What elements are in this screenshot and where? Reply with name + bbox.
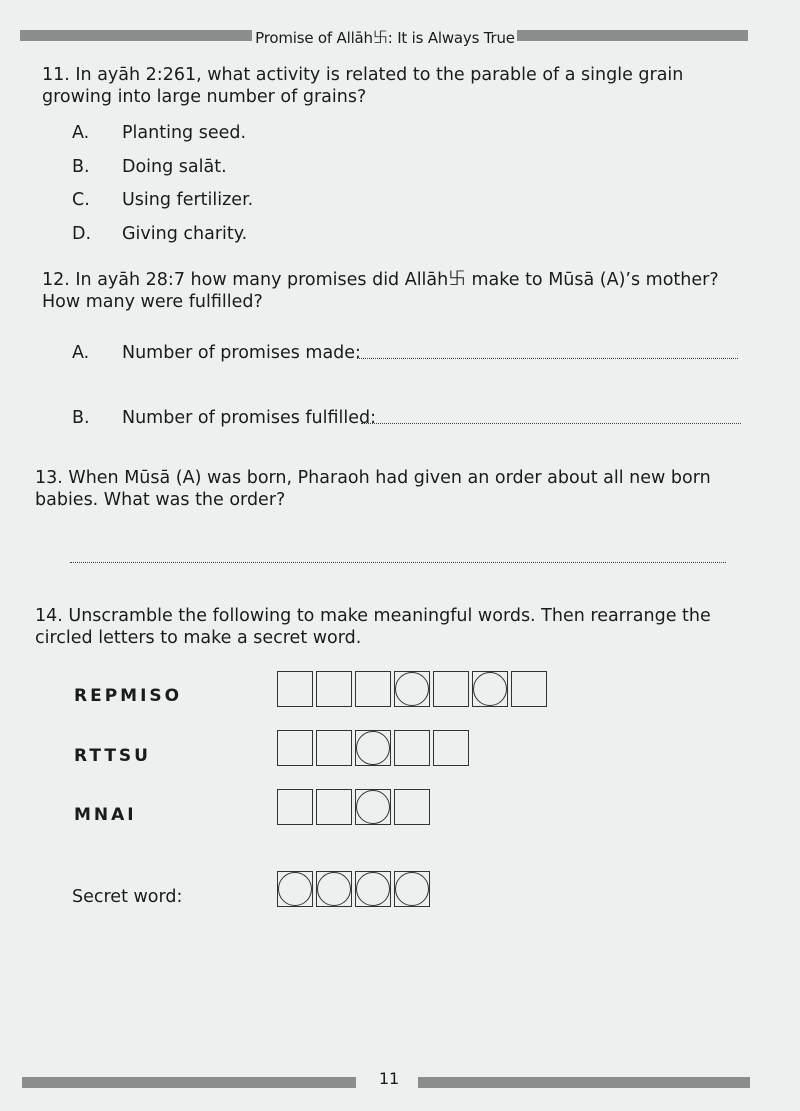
q11-option-c-text: Using fertilizer. xyxy=(122,190,254,210)
q11-option-d-letter: D. xyxy=(72,224,92,244)
scramble-boxes-1 xyxy=(277,671,550,707)
letter-box[interactable] xyxy=(433,671,469,707)
circled-letter-box[interactable] xyxy=(394,671,430,707)
circled-letter-box[interactable] xyxy=(277,871,313,907)
footer-bar-right xyxy=(418,1077,750,1088)
scramble-boxes-3 xyxy=(277,789,433,825)
q11-option-b-text: Doing salāt. xyxy=(122,157,227,177)
circled-letter-box[interactable] xyxy=(355,789,391,825)
page-number: 11 xyxy=(378,1069,400,1088)
letter-box[interactable] xyxy=(394,789,430,825)
letter-box[interactable] xyxy=(394,730,430,766)
letter-box[interactable] xyxy=(316,730,352,766)
q12-option-a-text: Number of promises made: xyxy=(122,343,361,363)
letter-box[interactable] xyxy=(316,789,352,825)
letter-box[interactable] xyxy=(277,730,313,766)
scramble-word-2: RTTSU xyxy=(74,746,151,766)
letter-box[interactable] xyxy=(433,730,469,766)
q12-answer-line-a[interactable] xyxy=(357,358,738,359)
q12-answer-line-b[interactable] xyxy=(361,423,741,424)
secret-word-label: Secret word: xyxy=(72,887,183,907)
question-14: 14. Unscramble the following to make meaningful words. Then rearrange the circled letters to make a secret word. xyxy=(35,606,711,648)
q11-option-c-letter: C. xyxy=(72,190,90,210)
circled-letter-box[interactable] xyxy=(355,730,391,766)
scramble-word-1: REPMISO xyxy=(74,686,183,706)
q12-option-a-letter: A. xyxy=(72,343,90,363)
scramble-boxes-2 xyxy=(277,730,472,766)
header-bar-left xyxy=(20,30,252,41)
q11-option-d-text: Giving charity. xyxy=(122,224,248,244)
letter-box[interactable] xyxy=(277,671,313,707)
q11-option-a-letter: A. xyxy=(72,123,90,143)
q11-option-a-text: Planting seed. xyxy=(122,123,247,143)
q12-option-b-text: Number of promises fulfilled: xyxy=(122,408,377,428)
page-header-title: Promise of Allāh࿕: It is Always True xyxy=(255,29,515,47)
circled-letter-box[interactable] xyxy=(316,871,352,907)
question-12: 12. In ayāh 28:7 how many promises did Allāh࿕ make to Mūsā (A)’s mother? How many were fulfilled? xyxy=(42,270,719,312)
header-bar-right xyxy=(517,30,748,41)
q13-answer-line[interactable] xyxy=(70,562,726,563)
q11-option-b-letter: B. xyxy=(72,157,90,177)
question-11: 11. In ayāh 2:261, what activity is related to the parable of a single grain growing into large number of grains? xyxy=(42,65,684,107)
letter-box[interactable] xyxy=(511,671,547,707)
secret-word-boxes xyxy=(277,871,433,907)
circled-letter-box[interactable] xyxy=(355,871,391,907)
letter-box[interactable] xyxy=(316,671,352,707)
footer-bar-left xyxy=(22,1077,356,1088)
letter-box[interactable] xyxy=(277,789,313,825)
circled-letter-box[interactable] xyxy=(394,871,430,907)
circled-letter-box[interactable] xyxy=(472,671,508,707)
scramble-word-3: MNAI xyxy=(74,805,137,825)
question-13: 13. When Mūsā (A) was born, Pharaoh had given an order about all new born babies. What was the order? xyxy=(35,468,711,510)
letter-box[interactable] xyxy=(355,671,391,707)
q12-option-b-letter: B. xyxy=(72,408,90,428)
